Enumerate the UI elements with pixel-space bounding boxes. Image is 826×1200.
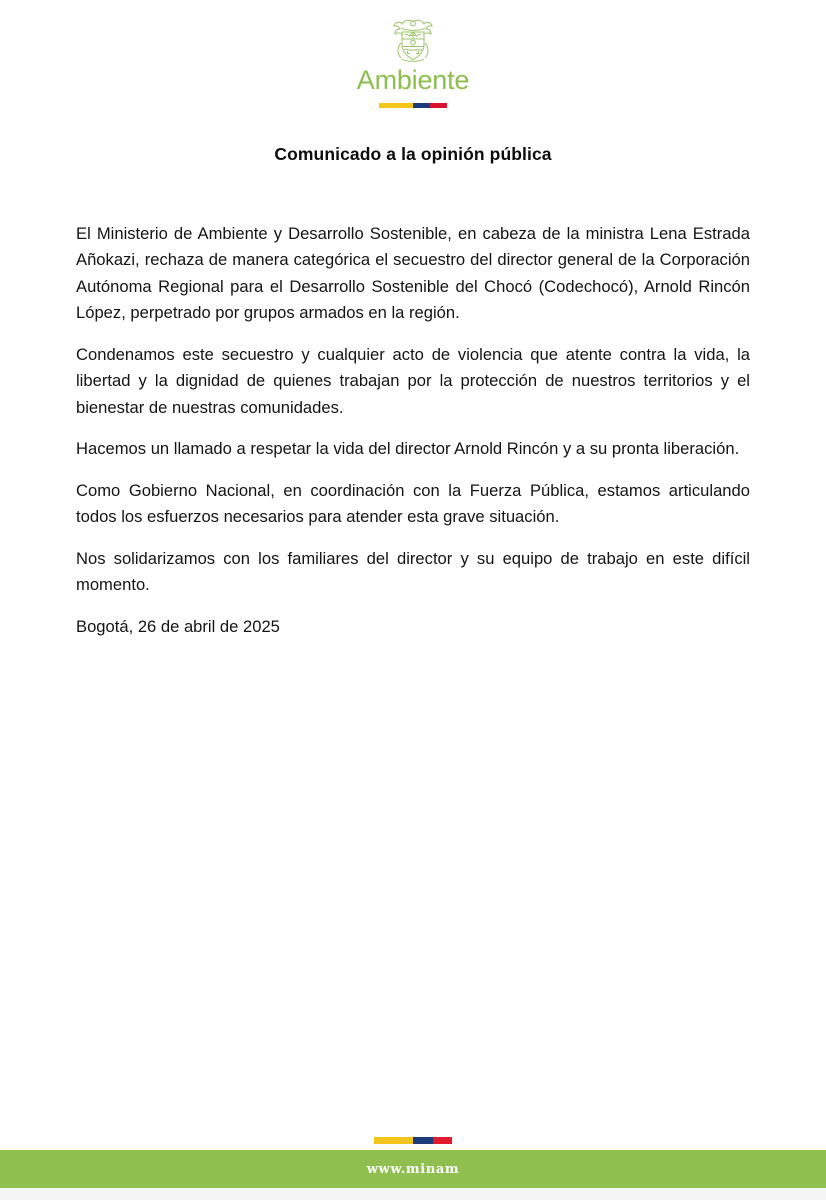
paragraph: Hacemos un llamado a respetar la vida del director Arnold Rincón y a su pronta liberación. <box>76 439 740 459</box>
tricolor-band-blue <box>413 103 430 108</box>
tricolor-band-red <box>430 103 447 108</box>
tricolor-band-blue <box>413 1137 433 1144</box>
tricolor-band-red <box>433 1137 453 1144</box>
paragraph: Nos solidarizamos con los familiares del director y su equipo de trabajo en este difícil momento. <box>76 548 750 595</box>
ambiente-wordmark: Ambiente <box>356 65 470 95</box>
tricolor-band-yellow <box>374 1137 413 1144</box>
footer-flag-wrap <box>0 1137 826 1150</box>
document-body <box>0 221 826 1200</box>
tricolor-band-yellow <box>379 103 413 108</box>
dateline: Bogotá, 26 de abril de 2025 <box>76 616 280 636</box>
footer-band <box>0 1150 826 1188</box>
colombia-coat-of-arms-icon <box>385 18 441 64</box>
paragraph: El Ministerio de Ambiente y Desarrollo Sostenible, en cabeza de la ministra Lena Estrada Añokazi, rechaza de manera categórica el secuestro del director general de la Corporación Autónoma Regional para el Desarrollo Sostenible del Chocó (Codechocó), Arnold Rincón López, perpetrado por grupos armados en la región. <box>76 223 750 323</box>
paragraph: Como Gobierno Nacional, en coordinación con la Fuerza Pública, estamos articulando todos los esfuerzos necesarios para atender esta grave situación. <box>76 480 750 527</box>
footer-bottom-strip <box>0 1188 826 1200</box>
colombia-tricolor-icon <box>374 1137 452 1144</box>
footer-website-url[interactable]: www.minam <box>366 1161 460 1177</box>
colombia-tricolor-icon <box>379 103 447 108</box>
document-footer <box>0 1137 826 1200</box>
page-title: Comunicado a la opinión pública <box>274 144 552 164</box>
paragraph: Condenamos este secuestro y cualquier acto de violencia que atente contra la vida, la libertad y la dignidad de quienes trabajan por la protección de nuestros territorios y el bienestar de nuestras comunidades. <box>76 344 750 417</box>
document-header <box>0 0 826 108</box>
